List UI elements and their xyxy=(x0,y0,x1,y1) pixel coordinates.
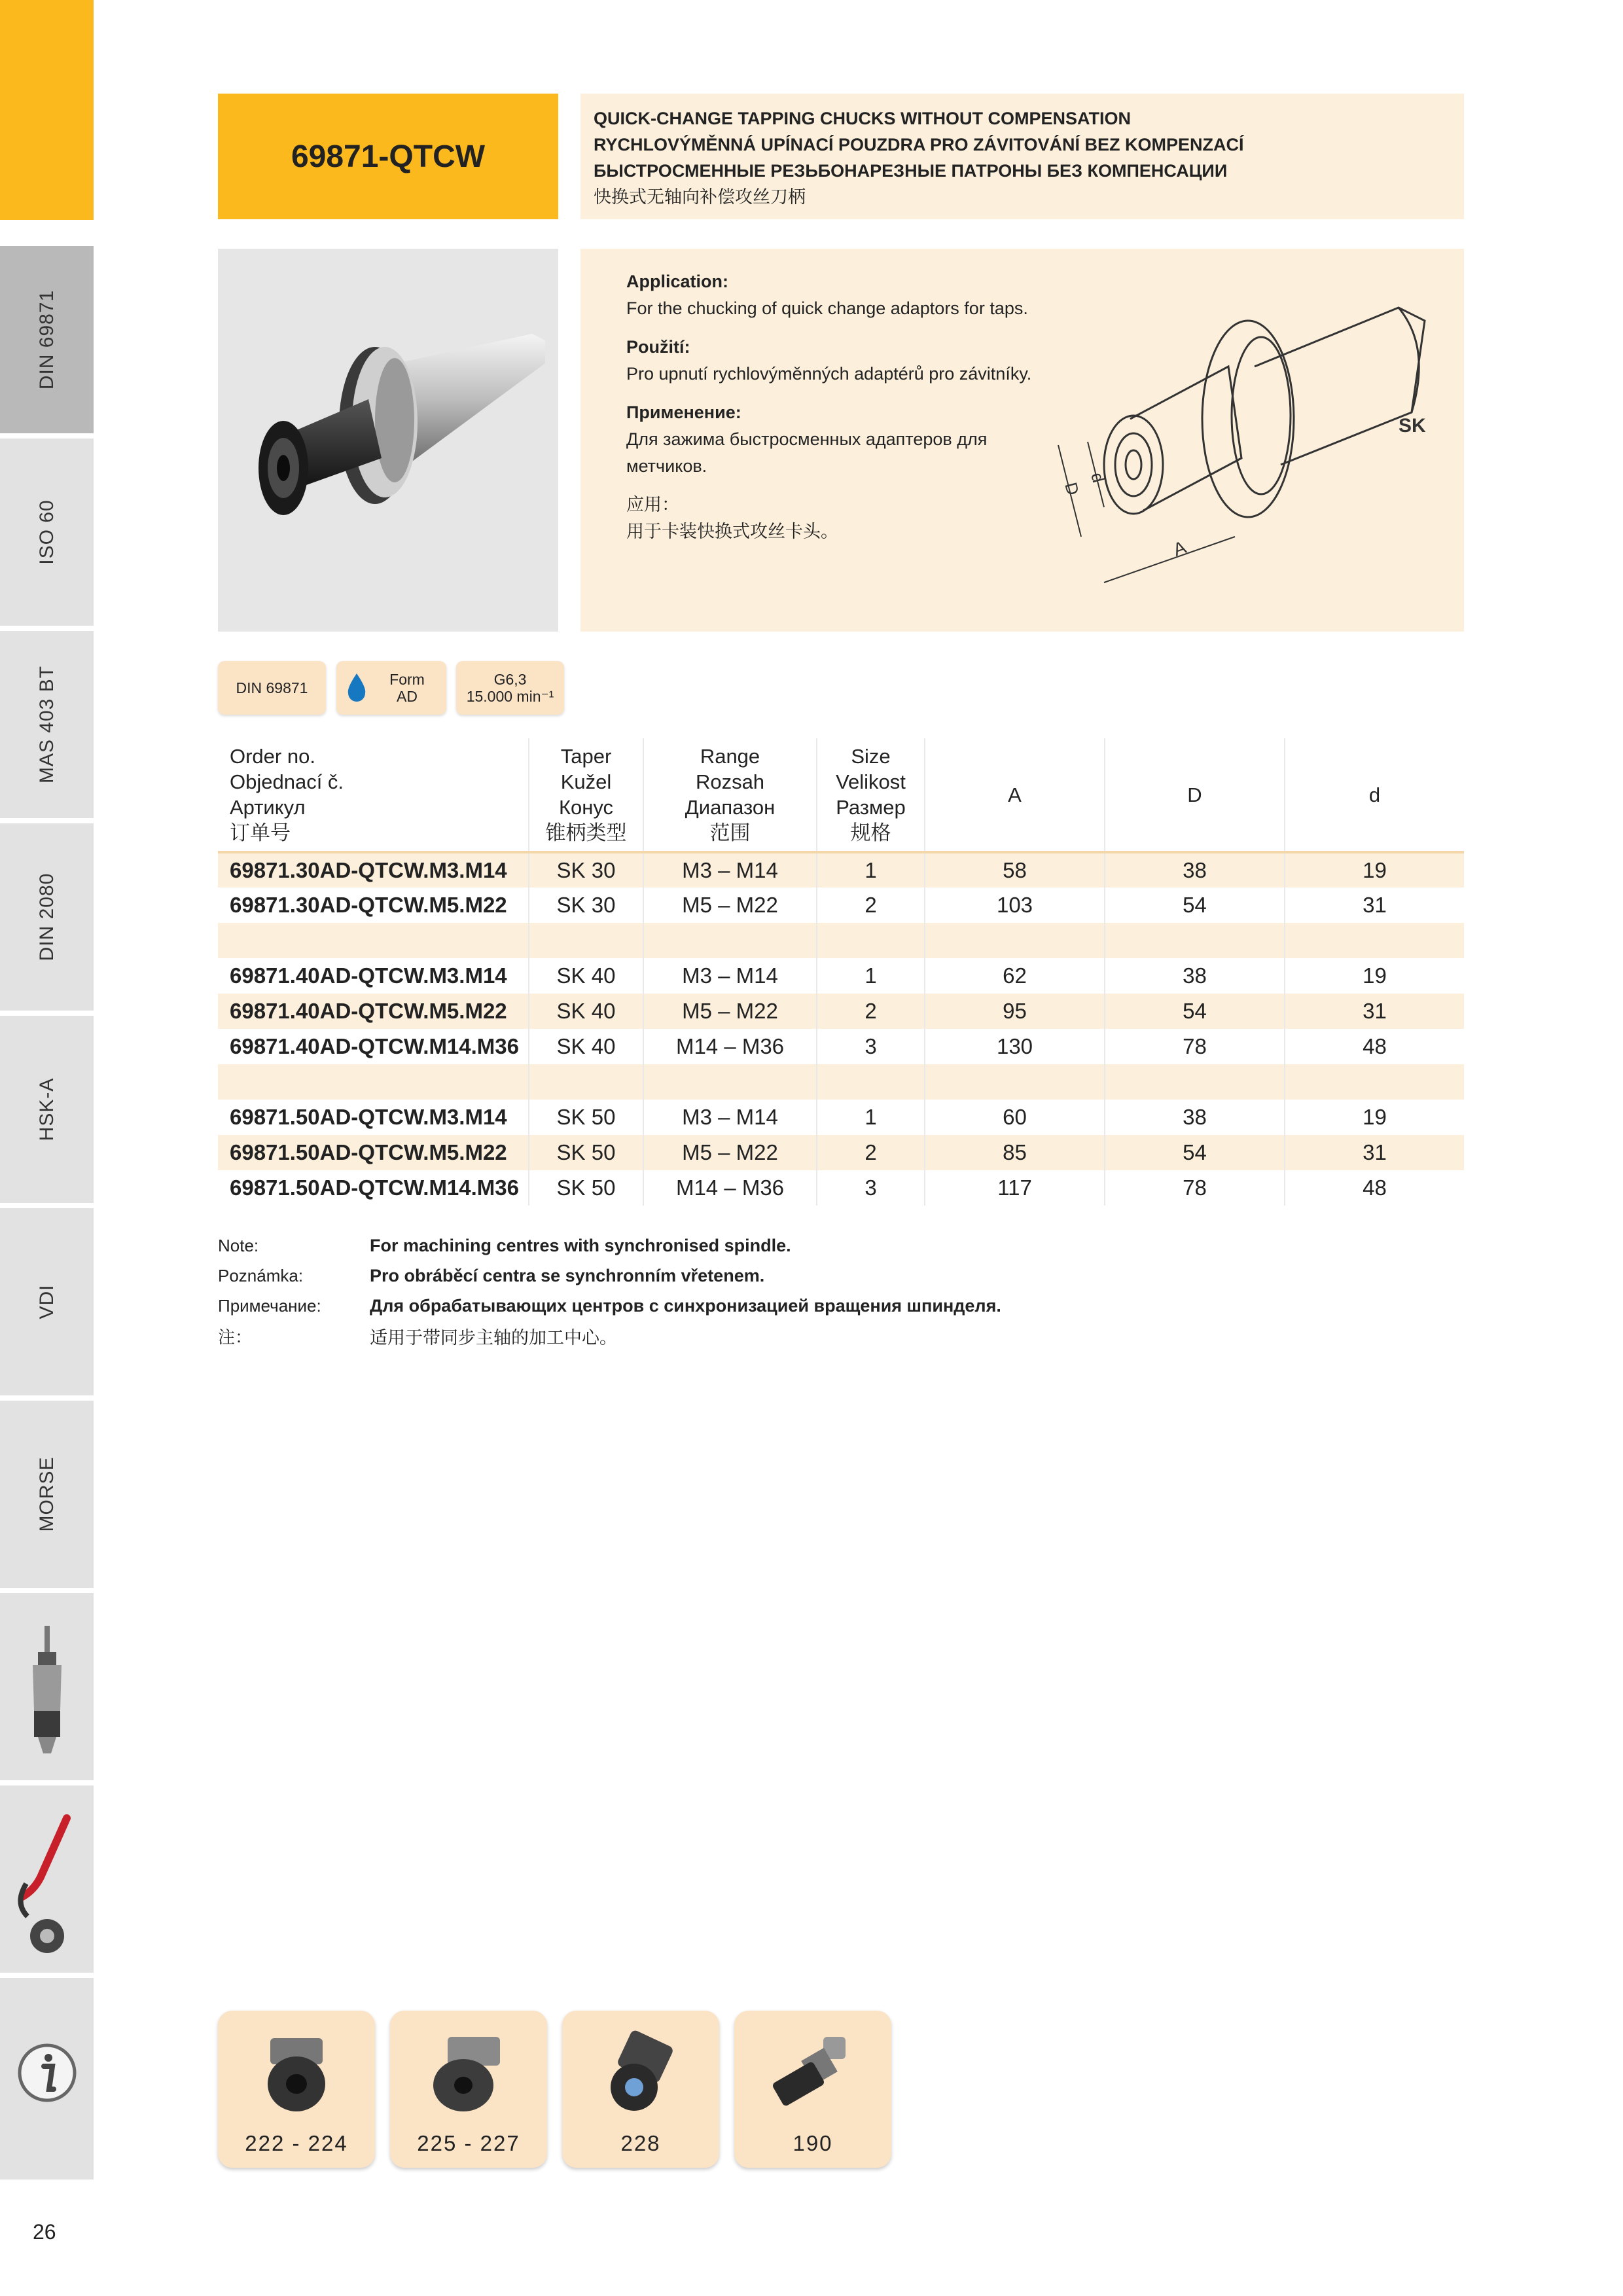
table-cell-a xyxy=(925,1064,1105,1100)
table-row xyxy=(218,1064,1464,1100)
sidebar-tab-wrench[interactable] xyxy=(0,1783,94,1973)
accessory-button-225-227[interactable] xyxy=(390,2011,547,2168)
application-heading-zh: 应用： xyxy=(626,495,679,514)
table-row xyxy=(218,923,1464,958)
table-cell-d: 38 xyxy=(1105,1100,1285,1135)
note-text: For machining centres with synchronised spindle. xyxy=(370,1235,791,1255)
note-row-ru xyxy=(218,1291,1001,1321)
accessory-button-222-224[interactable] xyxy=(218,2011,375,2168)
accessory-label: 222 - 224 xyxy=(245,2131,348,2155)
table-cell-size: 1 xyxy=(817,852,925,888)
note-row-en xyxy=(218,1230,1001,1261)
sidebar-nav xyxy=(0,0,94,2179)
technical-drawing xyxy=(1032,268,1451,615)
table-cell-taper xyxy=(529,923,643,958)
product-code: 69871-QTCW xyxy=(218,94,558,219)
table-cell-d: 31 xyxy=(1285,994,1464,1029)
drawing-label-d-small: d xyxy=(1087,470,1109,485)
table-cell-size: 3 xyxy=(817,1170,925,1206)
sidebar-tab-label: MAS 403 BT xyxy=(35,665,58,784)
sidebar-tab-din-69871[interactable] xyxy=(0,243,94,433)
header-order-no: Order no. Objednací č. Артикул 订单号 xyxy=(218,738,529,852)
table-cell-order: 69871.40AD-QTCW.M14.M36 xyxy=(218,1029,529,1064)
table-cell-taper xyxy=(529,1064,643,1100)
wrench-icon xyxy=(14,1805,80,1956)
table-row xyxy=(218,994,1464,1029)
table-cell-d: 19 xyxy=(1363,1105,1387,1129)
note-label: Примечание: xyxy=(218,1295,321,1316)
table-cell-a: 103 xyxy=(925,888,1105,923)
notes-block xyxy=(218,1230,1001,1351)
table-cell-order: 69871.30AD-QTCW.M3.M14 xyxy=(218,852,529,888)
application-text-cz: Pro upnutí rychlovýměnných adaptérů pro závitníky. xyxy=(626,364,1032,384)
sidebar-tab-label: DIN 69871 xyxy=(35,289,58,390)
accessory-label: 225 - 227 xyxy=(417,2131,520,2155)
accessory-label: 190 xyxy=(793,2131,833,2155)
table-cell-order: 69871.50AD-QTCW.M5.M22 xyxy=(218,1135,529,1170)
drill-chuck-icon xyxy=(14,1613,80,1763)
header-d-small: d xyxy=(1368,783,1381,806)
application-text-en: For the chucking of quick change adaptors for taps. xyxy=(626,298,1028,318)
title-ru: БЫСТРОСМЕННЫЕ РЕЗЬБОНАРЕЗНЫЕ ПАТРОНЫ БЕЗ КОМПЕНСАЦИИ xyxy=(594,161,1228,181)
table-cell-range: M14 – M36 xyxy=(643,1029,817,1064)
table-cell-order: 69871.50AD-QTCW.M3.M14 xyxy=(218,1100,529,1135)
note-label: 注： xyxy=(218,1327,253,1347)
table-cell-order: 69871.40AD-QTCW.M5.M22 xyxy=(218,994,529,1029)
table-cell-order: 69871.40AD-QTCW.M3.M14 xyxy=(218,958,529,994)
sidebar-tab-hsk-a[interactable] xyxy=(0,1013,94,1203)
header-d-big: D xyxy=(1105,738,1285,852)
table-cell-d xyxy=(1285,923,1464,958)
table-cell-d: 54 xyxy=(1105,1135,1285,1170)
header-range: Range Rozsah Диапазон 范围 xyxy=(643,738,817,852)
table-row xyxy=(218,888,1464,923)
table-cell-a: 85 xyxy=(925,1135,1105,1170)
header-size: Size Velikost Размер 规格 xyxy=(817,738,925,852)
sidebar-tab-info[interactable] xyxy=(0,1975,94,2179)
table-cell-d: 54 xyxy=(1105,994,1285,1029)
table-row xyxy=(218,1029,1464,1064)
badge-form xyxy=(336,661,446,715)
badge-balance-speed: 15.000 min⁻¹ xyxy=(466,688,554,705)
note-text: Pro obráběcí centra se synchronním vřetenem. xyxy=(370,1265,765,1285)
table-cell-range: M5 – M22 xyxy=(643,1135,817,1170)
table-cell-a: 117 xyxy=(925,1170,1105,1206)
table-cell-size: 1 xyxy=(817,958,925,994)
accessory-label: 228 xyxy=(620,2131,661,2155)
table-cell-d: 54 xyxy=(1105,888,1285,923)
sidebar-tab-iso-60[interactable] xyxy=(0,436,94,626)
table-cell-taper: SK 50 xyxy=(529,1135,643,1170)
table-cell-range xyxy=(643,923,817,958)
table-row xyxy=(218,1100,1464,1135)
sidebar-tab-label: MORSE xyxy=(35,1456,58,1532)
table-cell-a: 58 xyxy=(925,852,1105,888)
note-text: 适用于带同步主轴的加工中心。 xyxy=(370,1327,617,1348)
table-cell-size: 3 xyxy=(817,1029,925,1064)
table-cell-order: 69871.50AD-QTCW.M14.M36 xyxy=(218,1170,529,1206)
info-icon xyxy=(14,1998,80,2148)
sidebar-tab-label: ISO 60 xyxy=(35,499,58,565)
product-table xyxy=(218,738,1464,1206)
note-text: Для обрабатывающих центров с синхронизацией вращения шпинделя. xyxy=(370,1295,1001,1316)
table-cell-d xyxy=(1285,1064,1464,1100)
table-cell-d xyxy=(1105,1064,1285,1100)
tap-adapter-icon xyxy=(244,2025,349,2123)
table-cell-d: 48 xyxy=(1363,1175,1387,1200)
table-cell-size: 2 xyxy=(817,994,925,1029)
table-cell-range: M3 – M14 xyxy=(643,1100,817,1135)
table-cell-order: 69871.30AD-QTCW.M5.M22 xyxy=(218,888,529,923)
note-row-cz xyxy=(218,1261,1001,1291)
table-cell-a xyxy=(925,923,1105,958)
application-heading-cz: Použití: xyxy=(626,337,690,357)
drawing-label-sk: SK xyxy=(1399,415,1426,437)
coolant-drop-icon xyxy=(346,672,368,704)
header-a: A xyxy=(925,738,1105,852)
table-row xyxy=(218,958,1464,994)
sidebar-tab-vdi[interactable] xyxy=(0,1206,94,1395)
accessory-button-228[interactable] xyxy=(562,2011,719,2168)
tap-adapter-icon xyxy=(416,2025,521,2123)
table-cell-d: 78 xyxy=(1105,1170,1285,1206)
badge-standard-label: DIN 69871 xyxy=(236,679,308,696)
title-zh: 快换式无轴向补偿攻丝刀柄 xyxy=(594,187,806,207)
table-cell-d: 78 xyxy=(1105,1029,1285,1064)
table-cell-d: 19 xyxy=(1363,963,1387,988)
tapping-chuck-photo xyxy=(218,249,558,632)
table-cell-a: 62 xyxy=(925,958,1105,994)
application-panel xyxy=(580,249,1464,632)
table-cell-a: 130 xyxy=(925,1029,1105,1064)
table-cell-size xyxy=(817,923,925,958)
table-cell-range: M5 – M22 xyxy=(643,888,817,923)
drawing-label-d-big: D xyxy=(1061,480,1084,497)
table-cell-taper: SK 50 xyxy=(529,1170,643,1206)
table-cell-order xyxy=(218,923,529,958)
table-cell-d: 31 xyxy=(1285,1135,1464,1170)
application-text-ru-2: метчиков. xyxy=(626,456,707,476)
application-heading-en: Application: xyxy=(626,272,728,291)
badge-standard xyxy=(218,661,326,715)
sidebar-tab-label: DIN 2080 xyxy=(35,872,58,961)
note-label: Note: xyxy=(218,1235,259,1255)
table-cell-range: M3 – M14 xyxy=(643,852,817,888)
note-row-zh xyxy=(218,1321,1001,1351)
title-en: QUICK-CHANGE TAPPING CHUCKS WITHOUT COMPENSATION xyxy=(594,109,1131,128)
badge-form-line-1: Form xyxy=(389,671,425,688)
table-cell-size: 1 xyxy=(817,1100,925,1135)
sidebar-accent xyxy=(0,0,94,220)
sidebar-tab-din-2080[interactable] xyxy=(0,821,94,1011)
application-heading-ru: Применение: xyxy=(626,403,741,422)
table-header-row xyxy=(218,738,1464,852)
table-row xyxy=(218,1170,1464,1206)
table-cell-taper: SK 50 xyxy=(529,1100,643,1135)
table-cell-d: 38 xyxy=(1105,852,1285,888)
sidebar-tab-mas-403-bt[interactable] xyxy=(0,628,94,818)
product-photo xyxy=(218,249,558,632)
table-cell-order xyxy=(218,1064,529,1100)
note-label: Poznámka: xyxy=(218,1265,304,1285)
table-cell-taper: SK 40 xyxy=(529,994,643,1029)
table-cell-d: 48 xyxy=(1363,1034,1387,1058)
table-cell-taper: SK 30 xyxy=(529,888,643,923)
table-cell-size: 2 xyxy=(817,888,925,923)
table-cell-size xyxy=(817,1064,925,1100)
table-cell-range: M14 – M36 xyxy=(643,1170,817,1206)
table-cell-range: M5 – M22 xyxy=(643,994,817,1029)
sidebar-tab-morse[interactable] xyxy=(0,1398,94,1588)
table-cell-d xyxy=(1105,923,1285,958)
header-taper: Taper Kužel Конус 锥柄类型 xyxy=(529,738,643,852)
collet-icon xyxy=(588,2025,693,2123)
table-cell-size: 2 xyxy=(817,1135,925,1170)
page-number: 26 xyxy=(33,2220,56,2244)
drawing-label-a: A xyxy=(1170,537,1189,560)
table-cell-taper: SK 30 xyxy=(529,852,643,888)
badge-balance xyxy=(456,661,564,715)
table-cell-d: 19 xyxy=(1285,852,1464,888)
sidebar-tab-label: VDI xyxy=(35,1284,58,1319)
sidebar-tab-drill-chuck[interactable] xyxy=(0,1590,94,1780)
application-text-ru-1: Для зажима быстросменных адаптеров для xyxy=(626,429,988,449)
sidebar-tab-label: HSK-A xyxy=(35,1077,58,1141)
table-cell-range xyxy=(643,1064,817,1100)
pull-stud-icon xyxy=(760,2025,865,2123)
table-row xyxy=(218,1135,1464,1170)
table-cell-d: 38 xyxy=(1105,958,1285,994)
accessory-button-190[interactable] xyxy=(734,2011,891,2168)
application-text xyxy=(626,268,1032,545)
table-cell-taper: SK 40 xyxy=(529,1029,643,1064)
table-cell-taper: SK 40 xyxy=(529,958,643,994)
title-block xyxy=(580,94,1464,219)
table-cell-d: 31 xyxy=(1363,893,1387,917)
table-cell-a: 60 xyxy=(925,1100,1105,1135)
table-cell-a: 95 xyxy=(925,994,1105,1029)
table-row xyxy=(218,852,1464,888)
title-cz: RYCHLOVÝMĚNNÁ UPÍNACÍ POUZDRA PRO ZÁVITOVÁNÍ BEZ KOMPENZACÍ xyxy=(594,135,1244,154)
application-text-zh: 用于卡装快换式攻丝卡头。 xyxy=(626,522,838,541)
badge-form-line-2: AD xyxy=(397,688,418,705)
badge-balance-grade: G6,3 xyxy=(493,671,527,688)
table-cell-range: M3 – M14 xyxy=(643,958,817,994)
